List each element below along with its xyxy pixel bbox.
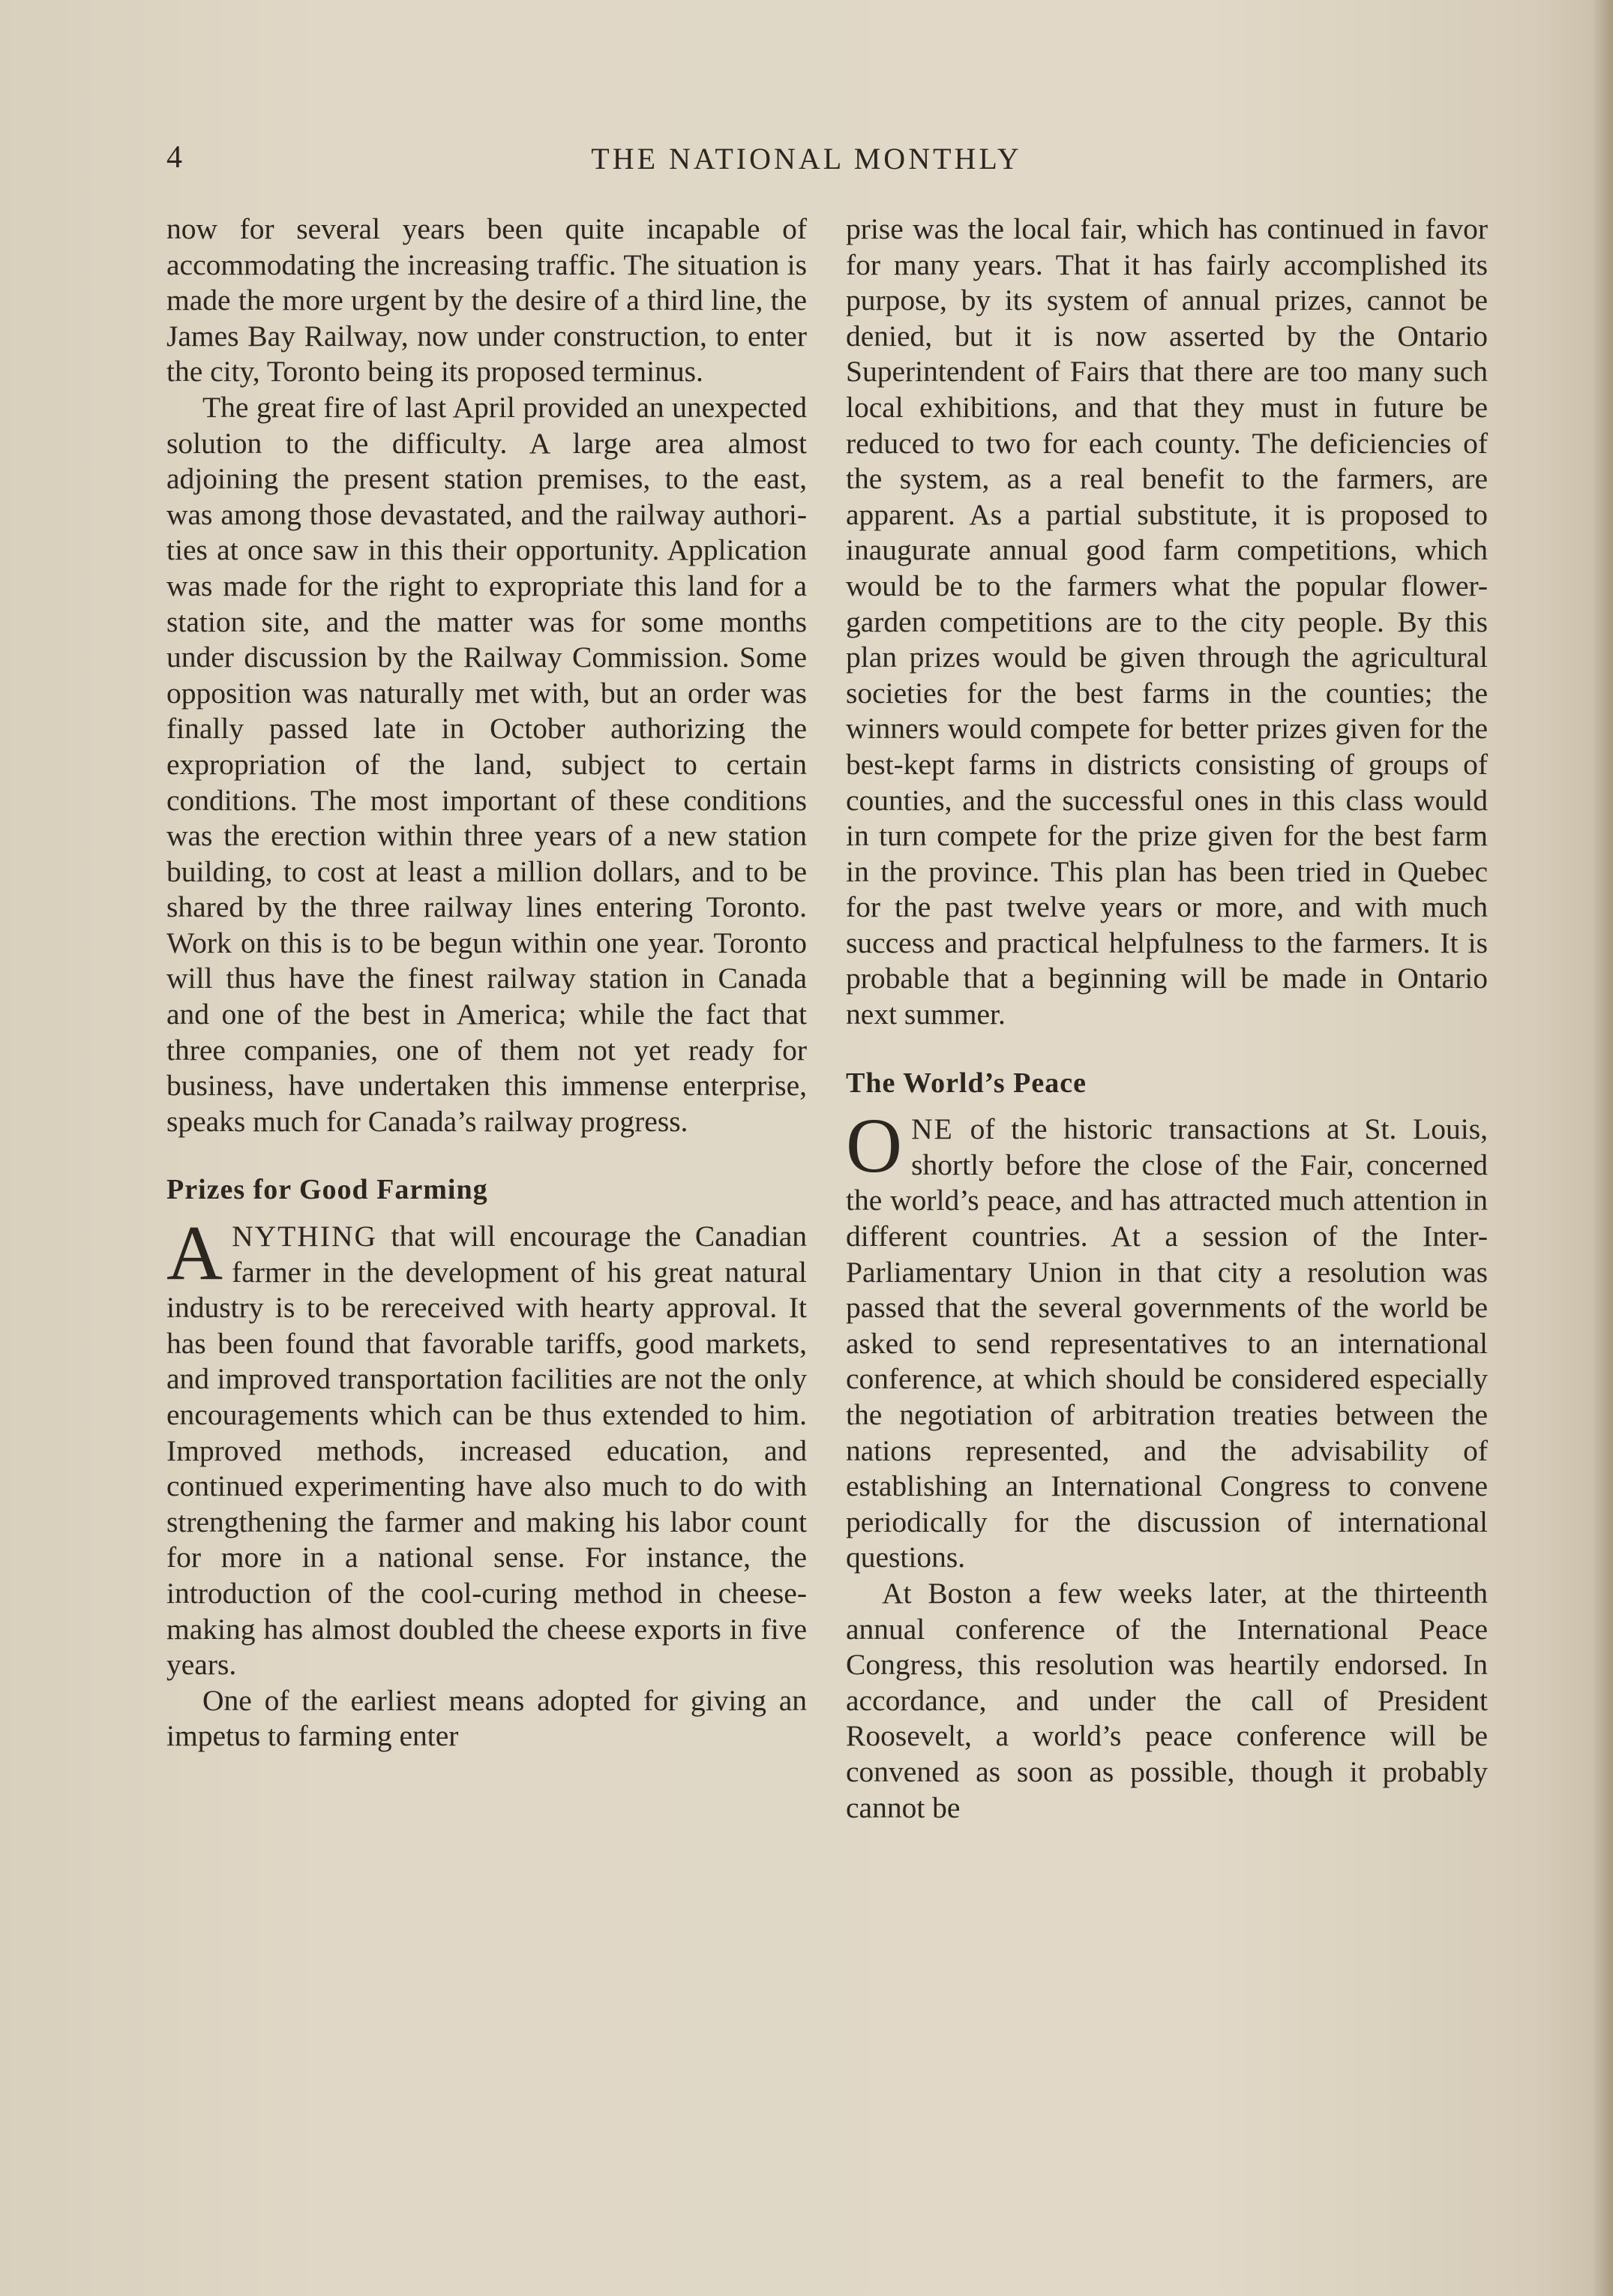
paragraph-body: of the historic transactions at St. Louis, shortly before the close of the Fair, concerned the world’s peace, and has attracted much attention in different countries. At a session of the Inter-Parliamentary Union in that city a resolution was passed that the several governments of the world be asked to send representatives to an international conference, at which should be considered especially the negotiation of arbitration treaties between the nations represented, and the advisability of establishing an International Congress to convene periodically for the discussion of international questions. [846, 1112, 1488, 1574]
paragraph: prise was the local fair, which has continued in favor for many years. That it has fairly accomplished its purpose, by its system of annual prizes, cannot be denied, but it is now asserted by the Ontario Superintendent of Fairs that there are too many such local exhibitions, and that they must in future be reduced to two for each county. The deficiencies of the system, as a real benefit to the farmers, are apparent. As a partial substitute, it is proposed to inaugurate annual good farm competitions, which would be to the farmers what the popular flower-garden competitions are to the city people. By this plan prizes would be given through the agricultural societies for the best farms in the counties; the winners would compete for better prizes given for the best-kept farms in districts consisting of groups of counties, and the successful ones in this class would in turn compete for the prize given for the best farm in the province. This plan has been tried in Quebec for the past twelve years or more, and with much success and practical helpfulness to the farmers. It is probable that a beginning will be made in Ontario next summer. [846, 212, 1488, 1031]
lead-paragraph [166, 1210, 807, 1683]
lead-word: NYTHING [232, 1220, 378, 1253]
right-column [846, 212, 1488, 1826]
drop-cap: O [846, 1103, 903, 1190]
running-title: THE NATIONAL MONTHLY [591, 142, 1022, 176]
page-number: 4 [166, 140, 183, 175]
section-heading-prizes: Prizes for Good Farming [166, 1174, 488, 1206]
lead-paragraph [846, 1103, 1488, 1576]
section-heading-peace: The World’s Peace [846, 1067, 1087, 1099]
paragraph: now for several years been quite incapable of accommodating the increasing traffic. The situation is made the more urgent by the desire of a third line, the James Bay Railway, now under construction, to enter the city, Toronto being its proposed terminus. [166, 212, 807, 389]
lead-word: NE [911, 1112, 954, 1146]
drop-cap: A [166, 1210, 223, 1297]
page-edge-shadow [1592, 0, 1613, 2296]
paragraph: At Boston a few weeks later, at the thirteenth annual conference of the International Peace Congress, this resolution was heartily endorsed. In accordance, and under the call of President Roosevelt, a world’s peace conference will be convened as soon as possible, though it probably cannot be [846, 1576, 1488, 1824]
paragraph: One of the earliest means adopted for giving an impetus to farming enter [166, 1683, 807, 1753]
left-column [166, 212, 807, 1754]
paragraph: The great fire of last April provided an unexpected solution to the difficulty. A large area almost adjoining the present station premises, to the east, was among those devastated, and the railway authorities at once saw in this their opportunity. Application was made for the right to expropriate this land for a station site, and the matter was for some months under discussion by the Railway Commission. Some opposition was naturally met with, but an order was finally passed late in October authorizing the expropriation of the land, subject to certain conditions. The most important of these conditions was the erection within three years of a new station building, to cost at least a million dollars, and to be shared by the three railway lines entering Toronto. Work on this is to be begun within one year. Toronto will thus have the finest railway station in Canada and one of the best in America; while the fact that three companies, one of them not yet ready for business, have undertaken this immense enterprise, speaks much for Canada’s railway progress. [166, 390, 807, 1138]
paragraph-body: that will encourage the Canadian farmer in the development of his great natural industry is to be rereceived with hearty approval. It has been found that favorable tariffs, good markets, and improved transportation facilities are not the only encouragements which can be thus extended to him. Improved methods, increased education, and continued experimenting have also much to do with strengthening the farmer and making his labor count for more in a national sense. For instance, the introduction of the cool-curing method in cheese-making has almost doubled the cheese exports in five years. [166, 1220, 807, 1682]
